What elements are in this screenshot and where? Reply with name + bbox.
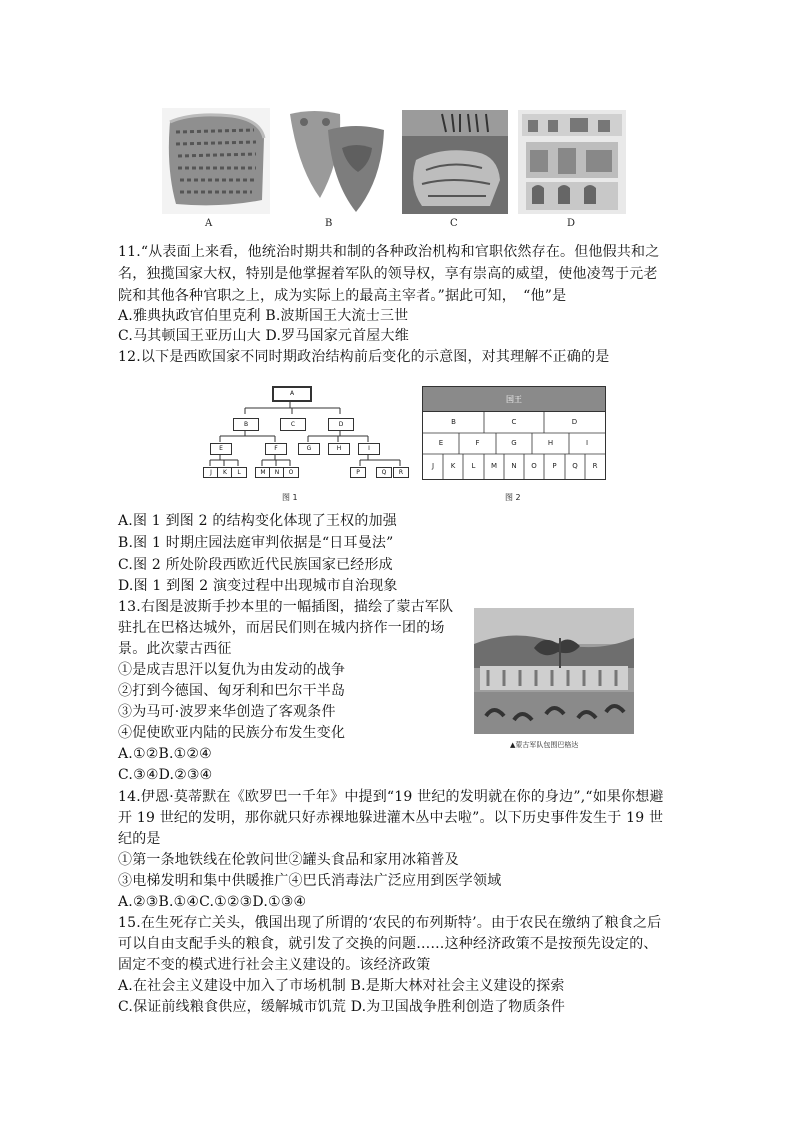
q15-stem-line-1: 15.在生死存亡关头，俄国出现了所谓的‘农民的布列斯特’。由于农民在缴纳了粮食之后 <box>118 915 662 931</box>
fig1-node-l4: O <box>283 467 299 478</box>
q13-stem-line-1: 13.右图是波斯手抄本里的一幅插图，描绘了蒙古军队 <box>118 599 454 615</box>
clay-tablet-image <box>162 108 270 214</box>
fig1-node-l3: F <box>265 443 287 455</box>
q13-item-3: ③为马可·波罗来华创造了客观条件 <box>118 704 336 720</box>
figure-2-structure-table <box>422 386 606 480</box>
figure-2-caption: 图 2 <box>505 493 521 502</box>
fig2-king-label: 国王 <box>506 395 522 404</box>
fig2-row3-cell: O <box>531 462 537 470</box>
q12-stem: 12.以下是西欧国家不同时期政治结构前后变化的示意图，对其理解不正确的是 <box>118 349 610 365</box>
q14-items-12: ①第一条地铁线在伦敦问世②罐头食品和家用冰箱普及 <box>118 852 459 868</box>
image-caption-c: C <box>450 218 458 229</box>
q12-option-b: B.图 1 时期庄园法庭审判依据是“日耳曼法” <box>118 535 394 551</box>
tomb-painting-image <box>518 110 626 214</box>
fig1-node-l4: Q <box>376 467 392 478</box>
fig2-row1-cell: B <box>451 418 456 426</box>
q13-options-cd: C.③④D.②③④ <box>118 767 213 783</box>
figure-1-hierarchy-diagram <box>200 380 420 484</box>
fig1-node-l4: P <box>350 467 366 478</box>
fig2-row1-cell: D <box>571 418 578 426</box>
fig2-row3-cell: R <box>592 462 598 470</box>
fig2-row2-cell: E <box>438 439 444 447</box>
q11-stem-line-1: 11.“从表面上来看，他统治时期共和制的各种政治机构和官职依然存在。但他假共和之 <box>118 244 660 260</box>
fig1-node-l4: R <box>393 467 409 478</box>
fig2-row3-cell: K <box>450 462 456 470</box>
q14-items-34: ③电梯发明和集中供暖推广④巴氏消毒法广泛应用到医学领域 <box>118 873 502 889</box>
figure-1-caption: 图 1 <box>282 493 298 502</box>
fig2-row3-cell: Q <box>572 462 578 470</box>
fig2-row3-cell: L <box>471 462 476 470</box>
fig2-row3-cell: P <box>552 462 557 470</box>
fig1-node-l3: I <box>358 443 380 455</box>
q15-options-ab: A.在社会主义建设中加入了市场机制 B.是斯大林对社会主义建设的探索 <box>118 978 565 994</box>
mongol-siege-image <box>474 608 634 734</box>
q11-options-cd: C.马其顿国王亚历山大 D.罗马国家元首屋大维 <box>118 328 409 344</box>
fig1-node-root: A <box>272 386 312 402</box>
q13-item-4: ④促使欧亚内陆的民族分布发生变化 <box>118 725 346 741</box>
fig2-row2-cell: H <box>547 439 554 447</box>
q12-option-c: C.图 2 所处阶段西欧近代民族国家已经形成 <box>118 557 393 573</box>
q14-stem-line-3: 纪的是 <box>118 831 161 847</box>
q13-item-2: ②打到今德国、匈牙利和巴尔干半岛 <box>118 683 346 699</box>
fig1-node-l4: L <box>231 467 247 478</box>
fig1-node-l3: H <box>328 443 350 455</box>
q12-option-d: D.图 1 到图 2 演变过程中出现城市自治现象 <box>118 578 398 594</box>
image-caption-b: B <box>325 218 333 229</box>
fig1-node-l2: C <box>280 418 306 431</box>
palette-image <box>284 108 392 214</box>
q13-stem-line-2: 驻扎在巴格达城外，而居民们则在城内挤作一团的场 <box>118 620 445 636</box>
fig1-node-l3: E <box>210 443 232 455</box>
fig1-node-l2: D <box>328 418 354 431</box>
mongol-image-caption: ▲蒙古军队包围巴格达 <box>510 741 579 749</box>
fig2-row2-cell: G <box>511 439 517 447</box>
fig1-node-l4: M <box>255 467 271 478</box>
q15-stem-line-3: 固定不变的模式进行社会主义建设的。该经济政策 <box>118 957 431 973</box>
fig1-node-l4: J <box>203 467 219 478</box>
fig2-row2-cell: I <box>585 439 589 447</box>
q11-options-ab: A.雅典执政官伯里克利 B.波斯国王大流士三世 <box>118 308 409 324</box>
fig1-node-l4: N <box>269 467 285 478</box>
q14-stem-line-1: 14.伊恩·莫蒂默在《欧罗巴一千年》中提到“19 世纪的发明就在你的身边”,“如果你想避 <box>118 789 664 805</box>
image-caption-d: D <box>567 218 576 229</box>
image-caption-a: A <box>205 218 213 229</box>
q11-stem-line-3: 院和其他各种官职之上，成为实际上的最高主宰者。”据此可知， “他”是 <box>118 288 567 304</box>
fig2-row3-cell: M <box>490 462 498 470</box>
fig2-row3-cell: J <box>431 462 435 470</box>
q14-stem-line-2: 开 19 世纪的发明，那你就只好赤裸地躲进灌木丛中去啦”。以下历史事件发生于 19 世 <box>118 810 664 826</box>
fig1-node-l3: G <box>298 443 320 455</box>
fig2-row2-cell: F <box>475 439 480 447</box>
relief-carving-image <box>402 110 508 214</box>
q15-options-cd: C.保证前线粮食供应，缓解城市饥荒 D.为卫国战争胜利创造了物质条件 <box>118 999 566 1015</box>
fig2-row1-cell: C <box>511 418 517 426</box>
fig1-node-l2: B <box>233 418 259 431</box>
q13-item-1: ①是成吉思汗以复仇为由发动的战争 <box>118 662 346 678</box>
fig2-row3-cell: N <box>511 462 517 470</box>
q12-option-a: A.图 1 到图 2 的结构变化体现了王权的加强 <box>118 513 397 529</box>
q15-stem-line-2: 可以自由支配手头的粮食，就引发了交换的问题……这种经济政策不是按预先设定的、 <box>118 936 658 952</box>
q13-stem-line-3: 景。此次蒙古西征 <box>118 641 232 657</box>
fig1-node-l4: K <box>217 467 233 478</box>
q14-options: A.②③B.①④C.①②③D.①③④ <box>118 894 307 910</box>
q11-stem-line-2: 名，独揽国家大权，特别是他掌握着军队的领导权，享有崇高的威望，使他凌驾于元老 <box>118 266 658 282</box>
q13-options-ab: A.①②B.①②④ <box>118 746 212 762</box>
